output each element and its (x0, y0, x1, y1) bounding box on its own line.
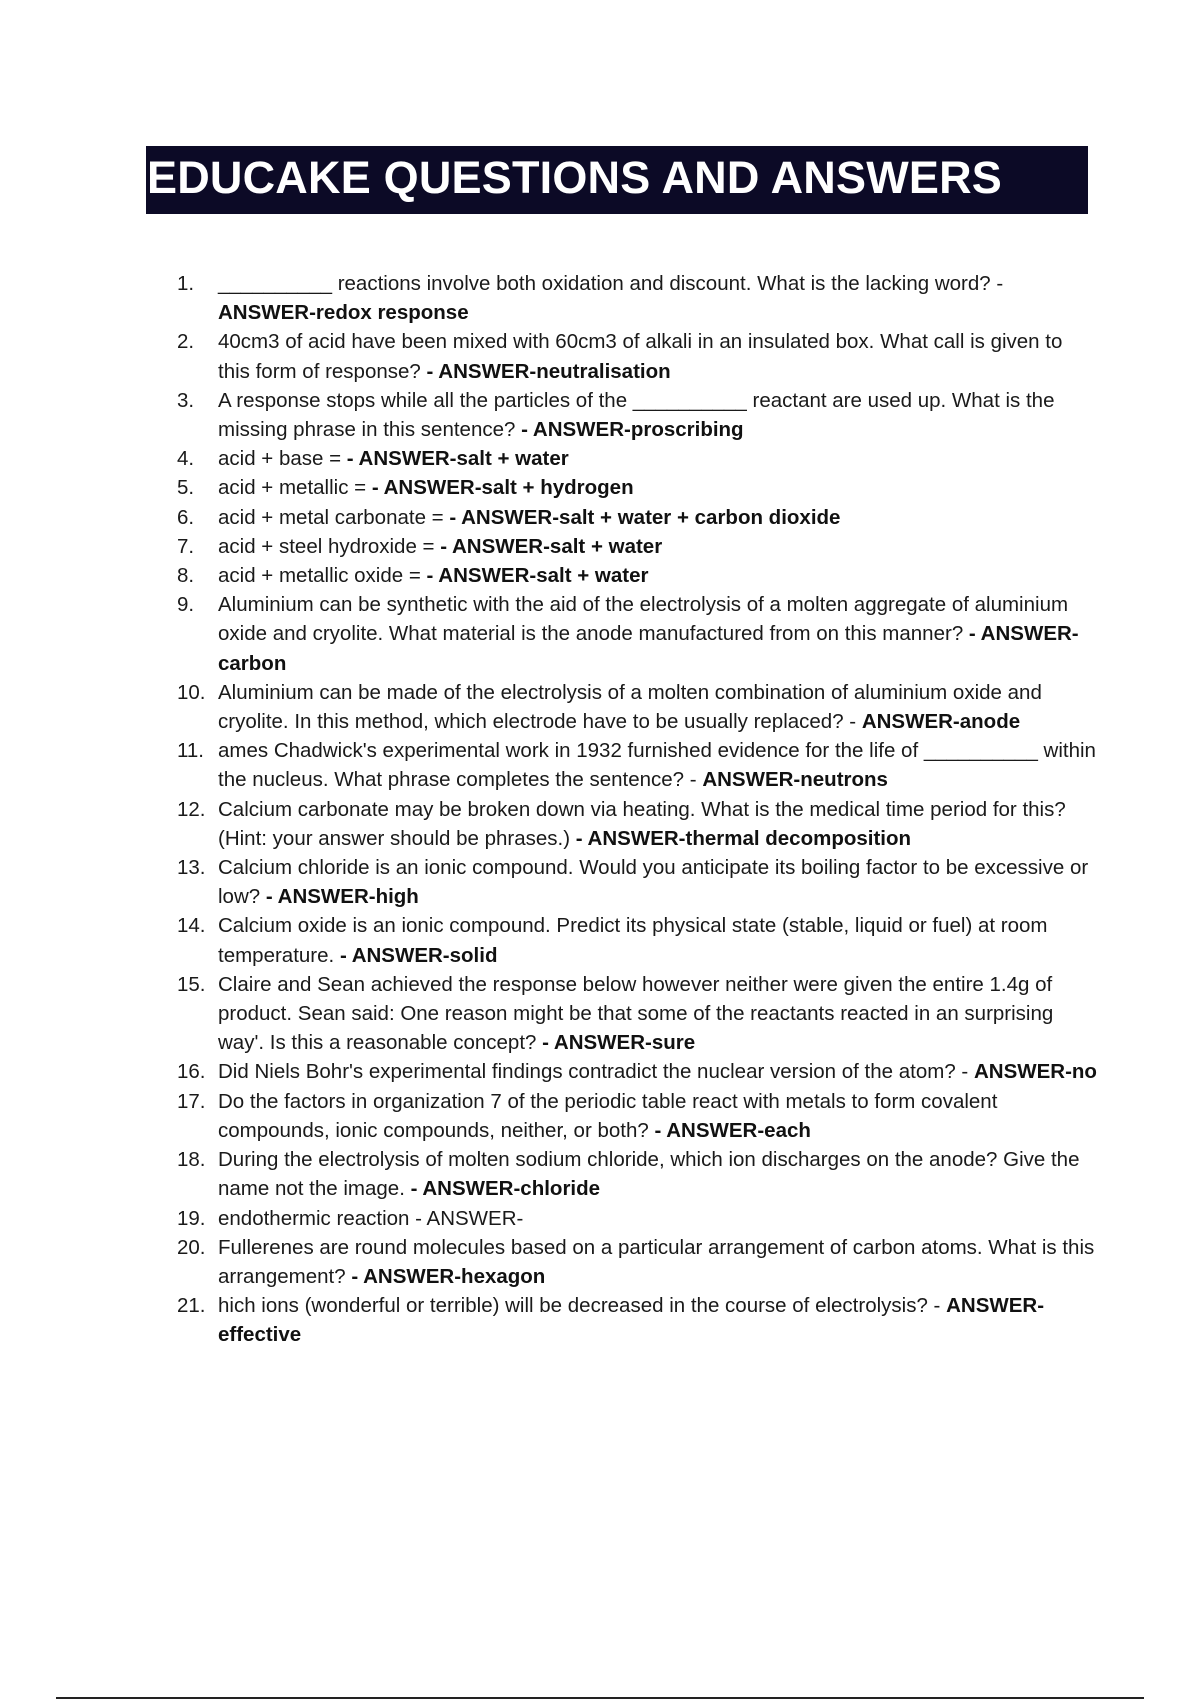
qa-item (177, 911, 1097, 969)
qa-item (177, 1057, 1097, 1086)
answer-text: - ANSWER-salt + hydrogen (371, 476, 634, 500)
question-text: During the electrolysis of molten sodium chloride, which ion discharges on the anode? Give the name not the image. (218, 1148, 1080, 1201)
question-text: acid + steel hydroxide = (218, 534, 435, 558)
qa-item (177, 473, 1097, 502)
qa-item (177, 1204, 1097, 1233)
qa-item (177, 1291, 1097, 1349)
item-number: 19. (177, 1206, 206, 1230)
question-text: Did Niels Bohr's experimental findings contradict the nuclear version of the atom? - (218, 1060, 969, 1084)
item-number: 12. (177, 797, 206, 821)
item-number: 6. (177, 505, 195, 529)
item-number: 11. (177, 739, 204, 763)
question-text: __________ reactions involve both oxidation and discount. What is the lacking word? - (218, 272, 1004, 295)
answer-text: - ANSWER-high (265, 885, 419, 909)
qa-item (177, 444, 1097, 473)
answer-text: ANSWER-redox response (218, 301, 469, 325)
qa-item (177, 503, 1097, 532)
question-text: Do the factors in organization 7 of the periodic table react with metals to form covalent compounds, ionic compounds, neither, or both? (218, 1089, 998, 1142)
item-number: 16. (177, 1060, 206, 1084)
answer-text: - ANSWER-carbon (218, 622, 1079, 675)
item-number: 13. (177, 856, 206, 880)
qa-item (177, 327, 1097, 385)
question-text: acid + metal carbonate = (218, 505, 444, 529)
qa-item (177, 590, 1097, 678)
qa-item (177, 1233, 1097, 1291)
answer-text: ANSWER-anode (861, 710, 1021, 734)
answer-text: - ANSWER-proscribing (521, 418, 744, 442)
item-number: 14. (177, 914, 206, 938)
qa-item (177, 532, 1097, 561)
item-number: 3. (177, 388, 195, 412)
qa-item (177, 386, 1097, 444)
footer-divider (56, 1697, 1144, 1699)
question-text: Fullerenes are round molecules based on a particular arrangement of carbon atoms. What is this arrangement? (218, 1235, 1095, 1288)
answer-text: - ANSWER-salt + water (440, 534, 663, 558)
question-text: Aluminium can be synthetic with the aid of the electrolysis of a molten aggregate of aluminium oxide and cryolite. What material is the anode manufactured from on this manner? (218, 593, 1069, 646)
question-text: 40cm3 of acid have been mixed with 60cm3 of alkali in an insulated box. What call is given to this form of response? (218, 330, 1063, 383)
item-number: 2. (177, 330, 195, 354)
item-number: 21. (177, 1294, 206, 1318)
answer-text: ANSWER-neutrons (702, 768, 888, 792)
item-number: 4. (177, 447, 195, 471)
item-number: 10. (177, 680, 206, 704)
answer-text: ANSWER-effective (218, 1294, 1045, 1347)
qa-item (177, 1145, 1097, 1203)
answer-text: - ANSWER-solid (339, 943, 498, 967)
answer-text: - ANSWER-chloride (410, 1177, 601, 1201)
item-number: 8. (177, 564, 195, 588)
answer-text: - ANSWER-thermal decomposition (575, 826, 912, 850)
item-number: 7. (177, 534, 195, 558)
qa-item (177, 736, 1097, 794)
item-number: 1. (177, 272, 195, 295)
question-text: Calcium oxide is an ionic compound. Predict its physical state (stable, liquid or fuel) at room temperature. (218, 914, 1048, 967)
qa-item (177, 1087, 1097, 1145)
answer-text: - ANSWER-sure (542, 1031, 696, 1055)
title-banner (146, 146, 1088, 214)
qa-item (177, 269, 1097, 327)
question-text: Calcium chloride is an ionic compound. Would you anticipate its boiling factor to be excessive or low? (218, 856, 1089, 909)
qa-item (177, 795, 1097, 853)
question-text: Calcium carbonate may be broken down via heating. What is the medical time period for this? (Hint: your answer should be phrases.) (218, 797, 1066, 850)
answer-text: - ANSWER-each (654, 1118, 811, 1142)
question-text: Aluminium can be made of the electrolysis of a molten combination of aluminium oxide and cryolite. In this method, which electrode have to be usually replaced? - (218, 680, 1042, 734)
page-title: EDUCAKE QUESTIONS AND ANSWERS (147, 152, 1003, 203)
item-number: 15. (177, 972, 206, 996)
item-number: 17. (177, 1089, 206, 1113)
question-text: acid + metallic = (218, 476, 367, 500)
question-text: hich ions (wonderful or terrible) will be decreased in the course of electrolysis? - (218, 1294, 941, 1318)
question-text: acid + base = (218, 447, 342, 471)
item-number: 5. (177, 476, 195, 500)
question-text: endothermic reaction - ANSWER- (218, 1206, 524, 1230)
qa-item (177, 970, 1097, 1058)
qa-list (177, 269, 1097, 1350)
item-number: 18. (177, 1148, 206, 1172)
qa-item (177, 678, 1097, 736)
answer-text: - ANSWER-salt + water + carbon dioxide (449, 505, 841, 529)
question-text: A response stops while all the particles of the __________ reactant are used up. What is the missing phrase in this sentence? (218, 388, 1055, 442)
question-text: ames Chadwick's experimental work in 1932 furnished evidence for the life of __________ within the nucleus. What phrase completes the sentence? - (218, 739, 1096, 792)
answer-text: - ANSWER-neutralisation (426, 359, 671, 383)
answer-text: - ANSWER-salt + water (346, 447, 569, 471)
qa-item (177, 561, 1097, 590)
answer-text: - ANSWER-salt + water (426, 564, 649, 588)
answer-text: ANSWER-no (973, 1060, 1097, 1084)
qa-item (177, 853, 1097, 911)
question-text: acid + metallic oxide = (218, 564, 421, 588)
item-number: 20. (177, 1235, 206, 1259)
answer-text: - ANSWER-hexagon (351, 1264, 546, 1288)
item-number: 9. (177, 593, 195, 617)
question-text: Claire and Sean achieved the response below however neither were given the entire 1.4g of product. Sean said: One reason might be that some of the reactants reacted in an surprising way'. Is this a reasonable concept? (218, 972, 1054, 1055)
